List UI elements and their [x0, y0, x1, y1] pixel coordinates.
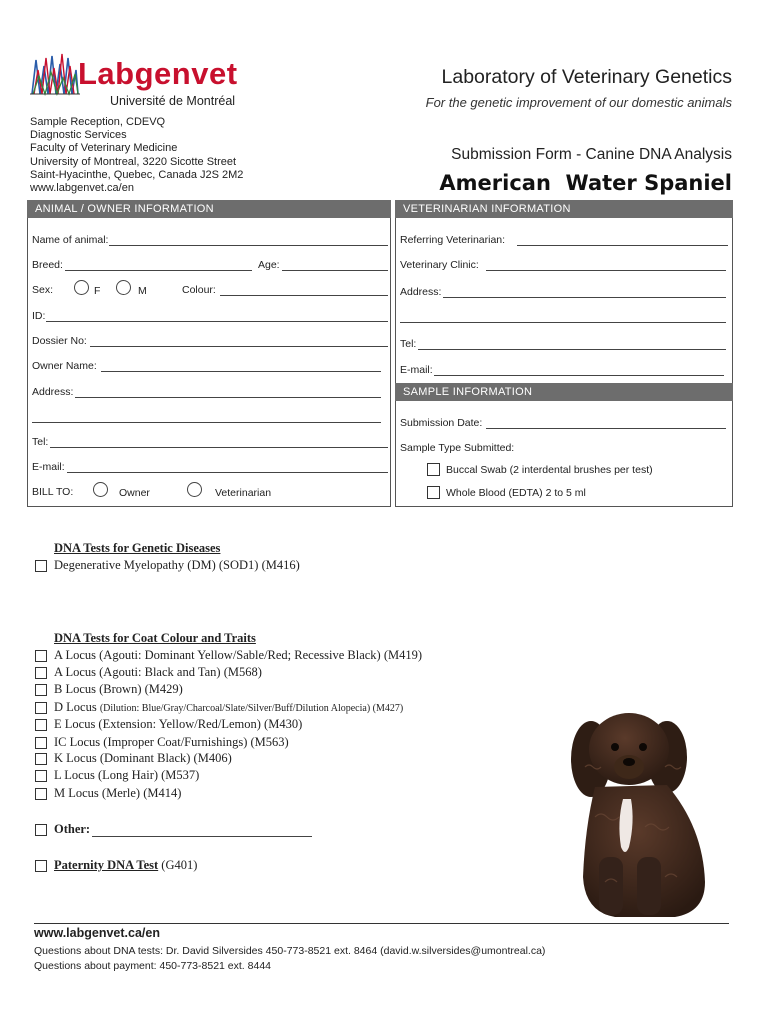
owner-email-label: E-mail:: [32, 461, 65, 473]
breed-label: Breed:: [32, 259, 63, 271]
footer-questions-payment: Questions about payment: 450-773-8521 ext. 8444: [34, 960, 271, 972]
other-checkbox[interactable]: [35, 824, 47, 836]
submission-date-input[interactable]: [486, 428, 726, 429]
logo-wordmark: Labgenvet: [78, 56, 238, 91]
name-input[interactable]: [109, 245, 388, 246]
colour-input[interactable]: [220, 295, 388, 296]
sex-f-label: F: [94, 285, 101, 297]
blood-checkbox[interactable]: [427, 486, 440, 499]
coat-tests-heading: DNA Tests for Coat Colour and Traits: [54, 631, 256, 645]
coat-test-checkbox[interactable]: [35, 650, 47, 662]
paternity-checkbox[interactable]: [35, 860, 47, 872]
vet-tel-label: Tel:: [400, 338, 417, 350]
colour-label: Colour:: [182, 284, 216, 296]
clinic-label: Veterinary Clinic:: [400, 259, 479, 271]
paternity-label: [54, 858, 197, 873]
coat-test-checkbox[interactable]: [35, 719, 47, 731]
other-input[interactable]: [92, 836, 312, 837]
owner-tel-label: Tel:: [32, 436, 49, 448]
genetic-tests-heading: DNA Tests for Genetic Diseases: [54, 541, 221, 555]
coat-test-label: E Locus (Extension: Yellow/Red/Lemon) (M430): [54, 717, 303, 731]
dm-test-label: Degenerative Myelopathy (DM) (SOD1) (M416): [54, 558, 300, 572]
age-label: Age:: [258, 259, 280, 271]
bill-vet-label: Veterinarian: [215, 487, 272, 499]
form-title: Submission Form - Canine DNA Analysis: [451, 146, 732, 163]
sample-type-label: Sample Type Submitted:: [400, 442, 515, 454]
referring-vet-label: Referring Veterinarian:: [400, 234, 506, 246]
coat-test-checkbox[interactable]: [35, 770, 47, 782]
coat-test-checkbox[interactable]: [35, 788, 47, 800]
address-line: Sample Reception, CDEVQ: [30, 116, 166, 128]
blood-label: Whole Blood (EDTA) 2 to 5 ml: [446, 487, 586, 499]
owner-tel-input[interactable]: [50, 447, 388, 448]
id-label: ID:: [32, 310, 46, 322]
sex-m-label: M: [138, 285, 147, 297]
sex-label: Sex:: [32, 284, 54, 296]
owner-name-label: Owner Name:: [32, 360, 97, 372]
owner-name-input[interactable]: [101, 371, 381, 372]
lab-address: [30, 116, 243, 195]
vet-box: [395, 200, 733, 507]
sex-f-radio[interactable]: [74, 280, 89, 295]
breed-title: American Water Spaniel: [439, 171, 732, 195]
coat-test-label: IC Locus (Improper Coat/Furnishings) (M563): [54, 735, 289, 749]
vet-address-input-2[interactable]: [400, 322, 726, 323]
sample-header: SAMPLE INFORMATION: [395, 383, 733, 401]
vet-address-input[interactable]: [443, 297, 726, 298]
breed-input[interactable]: [65, 270, 252, 271]
coat-test-checkbox[interactable]: [35, 753, 47, 765]
vet-header: VETERINARIAN INFORMATION: [395, 200, 733, 218]
vet-tel-input[interactable]: [418, 349, 726, 350]
paternity-test-name: Paternity DNA Test: [54, 858, 159, 872]
referring-vet-input[interactable]: [517, 245, 728, 246]
footer-url[interactable]: www.labgenvet.ca/en: [34, 926, 160, 940]
coat-test-label: B Locus (Brown) (M429): [54, 682, 183, 696]
coat-test-label: A Locus (Agouti: Black and Tan) (M568): [54, 665, 262, 679]
coat-test-label: K Locus (Dominant Black) (M406): [54, 751, 232, 765]
address-line: Diagnostic Services: [30, 129, 127, 142]
lab-subtitle: For the genetic improvement of our domestic animals: [425, 95, 732, 110]
animal-owner-header: ANIMAL / OWNER INFORMATION: [27, 200, 391, 218]
age-input[interactable]: [282, 270, 388, 271]
buccal-checkbox[interactable]: [427, 463, 440, 476]
coat-test-label: A Locus (Agouti: Dominant Yellow/Sable/Red; Recessive Black) (M419): [54, 648, 423, 662]
coat-test-checkbox[interactable]: [35, 737, 47, 749]
address-line: www.labgenvet.ca/en: [30, 182, 134, 195]
owner-address-label: Address:: [32, 386, 74, 398]
address-line: Faculty of Veterinary Medicine: [30, 142, 178, 155]
name-label: Name of animal:: [32, 234, 109, 246]
dossier-input[interactable]: [90, 346, 388, 347]
owner-address-input[interactable]: [75, 397, 381, 398]
coat-test-checkbox[interactable]: [35, 684, 47, 696]
d-locus-label: D Locus: [54, 700, 97, 714]
coat-test-label: M Locus (Merle) (M414): [54, 786, 182, 800]
coat-test-checkbox[interactable]: [35, 702, 47, 714]
address-line: University of Montreal, 3220 Sicotte Street: [30, 155, 237, 168]
id-input[interactable]: [46, 321, 388, 322]
vet-address-label: Address:: [400, 286, 442, 298]
bill-to-label: BILL TO:: [32, 486, 74, 498]
dossier-label: Dossier No:: [32, 335, 87, 347]
dog-photo: [555, 707, 735, 922]
address-line: Saint-Hyacinthe, Quebec, Canada J2S 2M2: [30, 168, 244, 181]
buccal-label: Buccal Swab (2 interdental brushes per test): [446, 464, 653, 476]
clinic-input[interactable]: [486, 270, 726, 271]
other-label: Other:: [54, 822, 91, 836]
submission-date-label: Submission Date:: [400, 417, 483, 429]
owner-address-input-2[interactable]: [32, 422, 381, 423]
owner-email-input[interactable]: [67, 472, 388, 473]
vet-email-input[interactable]: [434, 375, 724, 376]
animal-owner-box: [27, 200, 391, 507]
bill-vet-radio[interactable]: [187, 482, 202, 497]
sex-m-radio[interactable]: [116, 280, 131, 295]
lab-title: Laboratory of Veterinary Genetics: [441, 66, 732, 88]
d-locus-detail: (Dilution: Blue/Gray/Charcoal/Slate/Silver/Buff/Dilution Alopecia) (M427): [99, 703, 404, 714]
bill-owner-radio[interactable]: [93, 482, 108, 497]
coat-test-label: [54, 700, 403, 715]
coat-test-checkbox[interactable]: [35, 667, 47, 679]
logo-university: Université de Montréal: [110, 94, 236, 108]
paternity-code: (G401): [161, 858, 198, 872]
dna-peaks-logo-icon: [30, 50, 80, 100]
footer-divider: [34, 923, 729, 924]
bill-owner-label: Owner: [119, 487, 150, 499]
vet-email-label: E-mail:: [400, 364, 433, 376]
dm-checkbox[interactable]: [35, 560, 47, 572]
footer-questions-tests: Questions about DNA tests: Dr. David Silversides 450-773-8521 ext. 8464 (david.w.silversides@umontreal.ca): [34, 945, 546, 957]
coat-test-label: L Locus (Long Hair) (M537): [54, 768, 200, 782]
